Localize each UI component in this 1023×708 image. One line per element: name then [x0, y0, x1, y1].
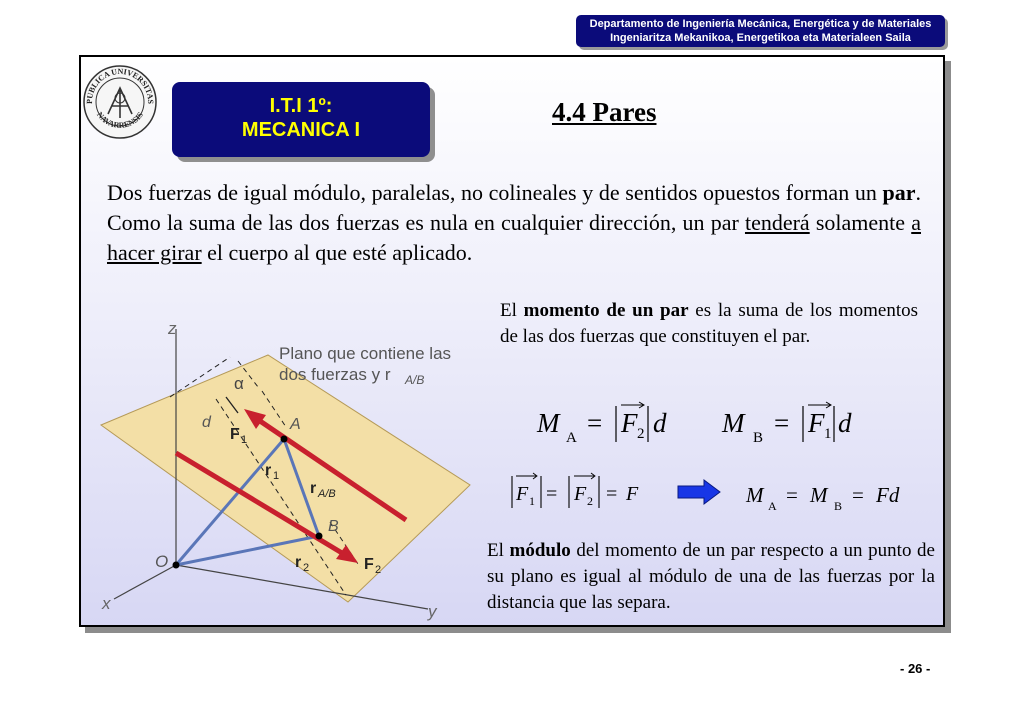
intro-text-3: solamente: [809, 210, 912, 235]
r1-sub: 1: [273, 470, 280, 482]
eq-f-equals-2: =: [606, 483, 618, 505]
z-axis-label: z: [168, 319, 177, 338]
page-number: - 26 -: [900, 661, 931, 676]
plane-label-sub: A/B: [405, 373, 425, 387]
eq-ma-equals: =: [587, 408, 603, 438]
modulo-text-2: del momento de un par respecto a un punto de su plano es igual al módulo de una de las fuerzas por la distancia que las separa.: [487, 540, 935, 613]
eq-mb-equals: =: [774, 408, 790, 438]
eq-mb-f: F: [808, 408, 825, 438]
point-b: [316, 533, 323, 540]
seal-text-bottom: NAVARRENSIS: [95, 110, 145, 130]
modulo-text-1: El: [487, 540, 510, 561]
equation-moment-b: [720, 398, 870, 450]
moment-text-2: es la suma de los momentos de las dos fuerzas que constituyen el par.: [500, 300, 918, 347]
eq-f-equals-1: =: [546, 483, 558, 505]
eq-r-equals-2: =: [852, 483, 864, 507]
eq-r-equals-1: =: [786, 483, 798, 507]
force-f1-label: F: [230, 426, 240, 443]
r2-label: r: [295, 554, 302, 571]
equation-result: [744, 478, 924, 514]
intro-bold-term: par: [882, 180, 916, 205]
eq-mb-f-sub: 1: [824, 426, 832, 442]
rab-sub: A/B: [318, 488, 336, 500]
eq-ma-m: M: [537, 408, 560, 438]
implies-arrow-icon: [676, 479, 722, 505]
eq-mb-d: d: [838, 408, 852, 438]
department-name-eu: Ingeniaritza Mekanikoa, Energetikoa eta Materialeen Saila: [610, 32, 911, 44]
intro-underlined-1: tenderá: [744, 210, 810, 235]
modulo-bold-term: módulo: [509, 540, 571, 561]
moment-paragraph: [500, 298, 918, 350]
eq-f1-sub: 1: [529, 494, 535, 508]
intro-text-1: Dos fuerzas de igual módulo, paralelas, no colineales y de sentidos opuestos forman un: [107, 180, 883, 205]
intro-text-2: . Como la suma de las dos fuerzas es nula en cualquier dirección, un par: [107, 180, 921, 235]
force-f2-label: F: [364, 556, 374, 573]
moment-text-1: El: [500, 300, 524, 321]
eq-f-total: F: [626, 483, 639, 505]
course-line-1: I.T.I 1º:: [269, 95, 333, 117]
intro-paragraph: [107, 178, 921, 268]
y-axis: [176, 565, 428, 609]
equation-force-equality: [506, 470, 656, 514]
point-a-label: A: [290, 416, 301, 433]
eq-f1: F: [516, 483, 529, 505]
eq-f2: F: [574, 483, 587, 505]
x-axis-label: x: [102, 594, 111, 613]
origin-label: O: [155, 552, 169, 571]
couple-figure: [98, 317, 480, 622]
plane-label-line2: dos fuerzas y r: [279, 365, 391, 384]
y-axis-label: y: [428, 602, 437, 621]
alpha-label: α: [234, 374, 244, 393]
eq-ma-sub: A: [566, 430, 577, 446]
university-seal-icon: [82, 64, 158, 140]
course-badge: [172, 82, 430, 157]
plane-label-line1: Plano que contiene las: [279, 344, 452, 363]
equation-moment-a: [535, 398, 685, 450]
force-f1-sub: 1: [241, 434, 248, 446]
point-a: [281, 436, 288, 443]
eq-r-mb: M: [810, 483, 828, 507]
rab-label: r: [310, 480, 317, 497]
r1-label: r: [265, 462, 272, 479]
intro-underlined-2: a hacer girar: [107, 210, 921, 265]
eq-mb-m: M: [722, 408, 745, 438]
distance-d-label: d: [202, 414, 211, 431]
eq-ma-f: F: [621, 408, 638, 438]
department-name-es: Departamento de Ingeniería Mecánica, Energética y de Materiales: [589, 18, 932, 30]
eq-mb-sub: B: [753, 430, 764, 446]
modulo-paragraph: [487, 538, 935, 616]
department-banner: [576, 15, 945, 47]
page-title: 4.4 Pares: [552, 97, 657, 127]
course-line-2: MECANICA I: [241, 119, 361, 141]
force-f2-sub: 2: [375, 564, 382, 576]
r2-sub: 2: [303, 562, 310, 574]
point-o: [173, 562, 180, 569]
eq-r-fd: Fd: [876, 483, 900, 507]
eq-r-b-sub: B: [834, 499, 843, 513]
moment-bold-term: momento de un par: [523, 300, 689, 321]
eq-ma-f-sub: 2: [637, 426, 645, 442]
seal-text-top: PUBLICA UNIVERSITAS: [84, 66, 156, 105]
eq-r-ma: M: [746, 483, 764, 507]
intro-text-4: el cuerpo al que esté aplicado.: [201, 240, 473, 265]
eq-f2-sub: 2: [587, 494, 593, 508]
eq-ma-d: d: [653, 408, 667, 438]
eq-r-a-sub: A: [768, 499, 777, 513]
point-b-label: B: [328, 518, 339, 535]
